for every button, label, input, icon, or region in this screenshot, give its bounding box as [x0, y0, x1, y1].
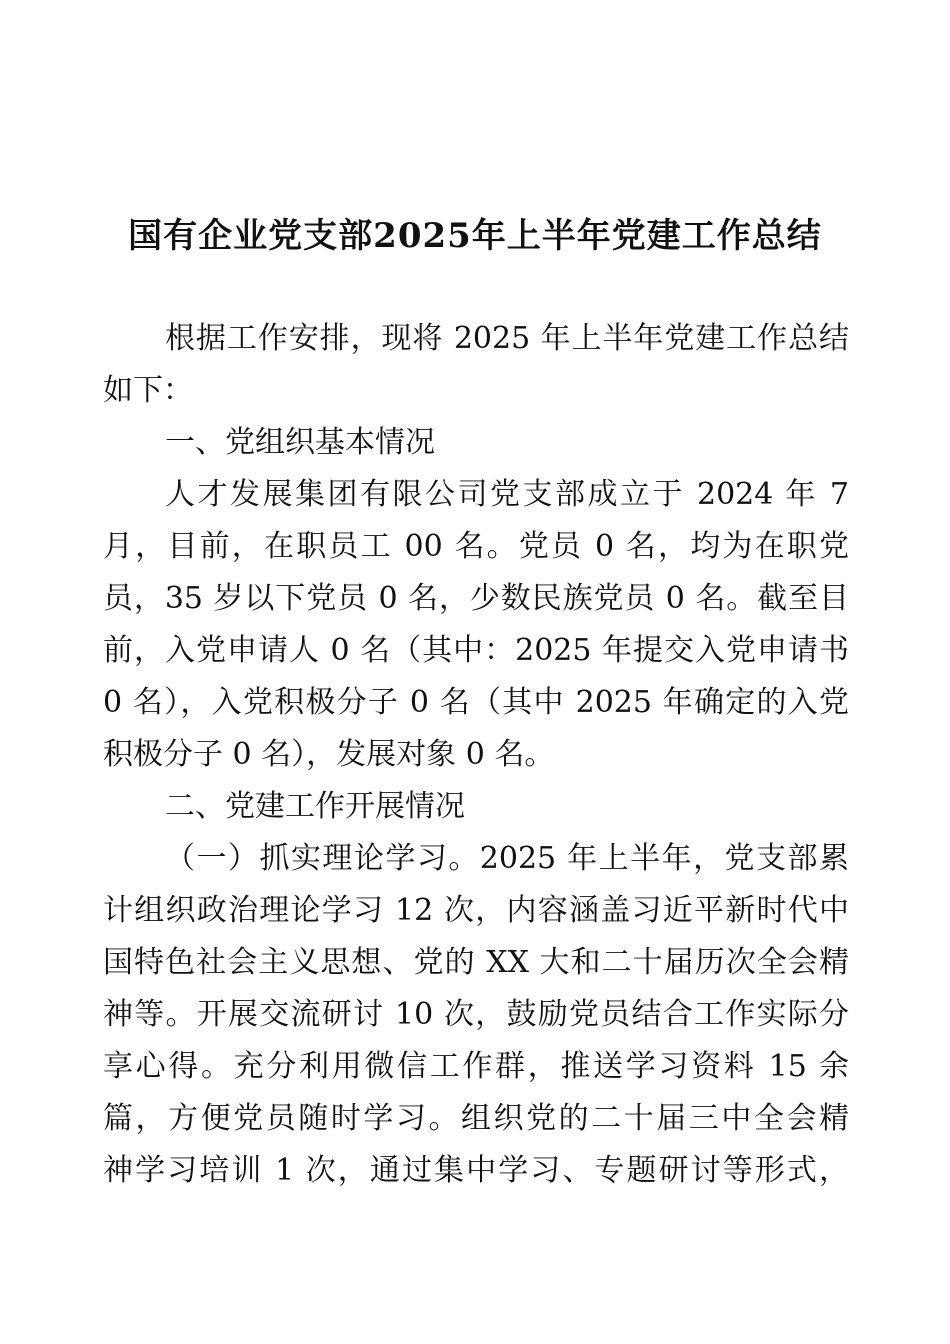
document-title: 国有企业党支部2025年上半年党建工作总结: [128, 216, 822, 256]
paragraph-line: 篇，方便党员随时学习。组织党的二十届三中全会精: [103, 1101, 849, 1136]
paragraph-line: 人才发展集团有限公司党支部成立于 2024 年 7: [165, 477, 849, 512]
paragraph-line: 神学习培训 1 次，通过集中学习、专题研讨等形式，: [103, 1153, 849, 1188]
paragraph-line: 月，目前，在职员工 00 名。党员 0 名，均为在职党: [103, 529, 849, 564]
paragraph-line: 神等。开展交流研讨 10 次，鼓励党员结合工作实际分: [103, 997, 849, 1032]
section-heading: 二、党建工作开展情况: [165, 789, 465, 824]
paragraph-line: 享心得。充分利用微信工作群，推送学习资料 15 余: [103, 1049, 849, 1084]
paragraph-line: 国特色社会主义思想、党的 XX 大和二十届历次全会精: [103, 945, 849, 980]
section-heading: 一、党组织基本情况: [165, 425, 435, 460]
paragraph-line: 如下：: [103, 373, 193, 408]
paragraph-line: （一）抓实理论学习。2025 年上半年，党支部累: [165, 841, 849, 876]
paragraph-line: 计组织政治理论学习 12 次，内容涵盖习近平新时代中: [103, 893, 849, 928]
paragraph-line: 根据工作安排，现将 2025 年上半年党建工作总结: [165, 321, 849, 356]
paragraph-line: 前，入党申请人 0 名（其中：2025 年提交入党申请书: [103, 633, 849, 668]
paragraph-line: 0 名），入党积极分子 0 名（其中 2025 年确定的入党: [103, 685, 849, 720]
paragraph-line: 积极分子 0 名），发展对象 0 名。: [103, 737, 555, 772]
paragraph-line: 员，35 岁以下党员 0 名，少数民族党员 0 名。截至目: [103, 581, 849, 616]
